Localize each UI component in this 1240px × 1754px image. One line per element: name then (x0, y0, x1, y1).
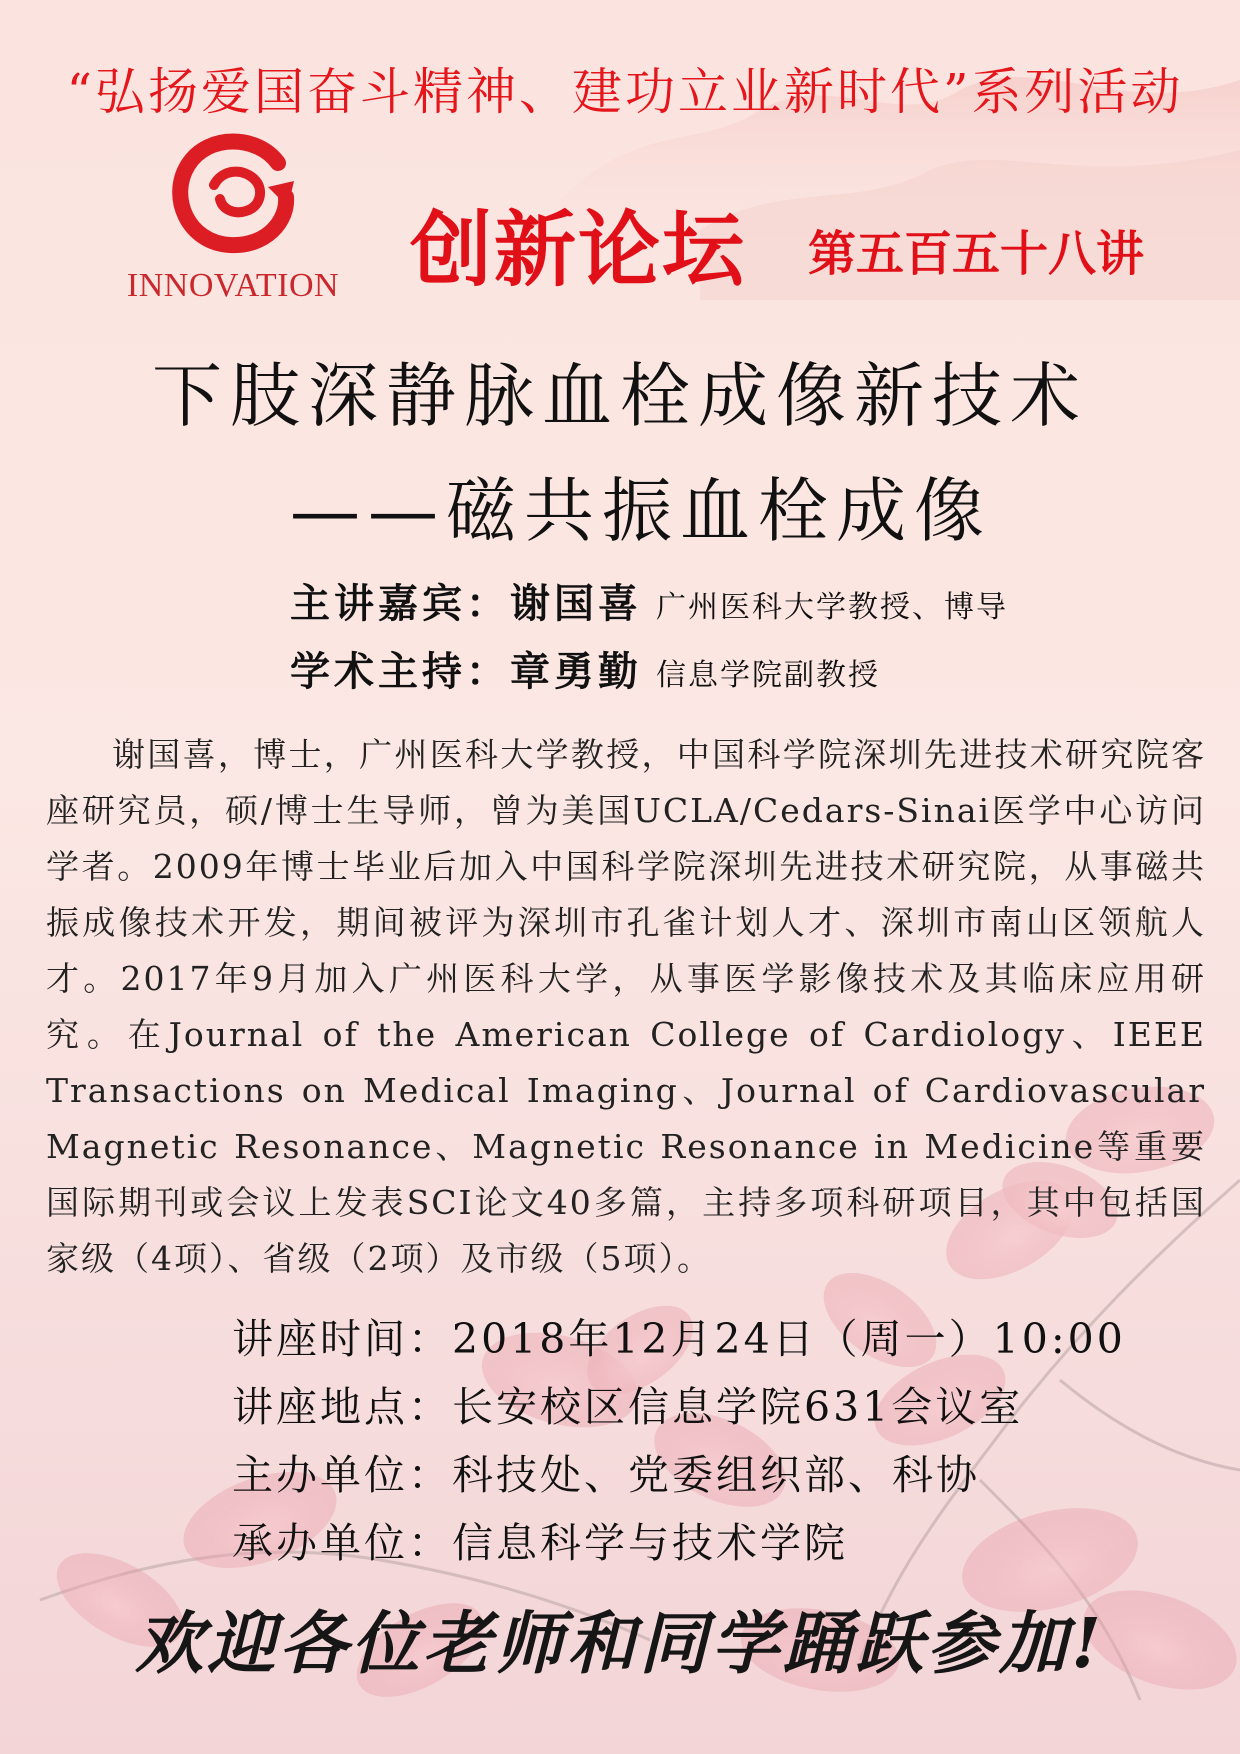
info-label: 讲座地点： (232, 1383, 452, 1431)
info-label: 主办单位： (232, 1451, 452, 1499)
info-value: 长安校区信息学院631会议室 (452, 1383, 1024, 1431)
info-value: 科技处、党委组织部、科协 (452, 1451, 980, 1499)
event-undertaker (232, 1509, 1126, 1577)
info-label: 讲座时间： (232, 1315, 452, 1363)
speaker-role: 主讲嘉宾： (290, 580, 510, 627)
speaker-name: 谢国喜 (510, 580, 642, 627)
welcome-message: 欢迎各位老师和同学踊跃参加! (135, 1604, 1105, 1684)
lecture-number: 第五百五十八讲 (808, 226, 1145, 282)
forum-name: 创新论坛 (410, 203, 747, 298)
info-label: 承办单位： (232, 1519, 452, 1567)
lecture-subtitle: ——磁共振血栓成像 (290, 470, 992, 552)
logo-text: INNOVATION (126, 267, 340, 304)
speaker-bio: 谢国喜，博士，广州医科大学教授，中国科学院深圳先进技术研究院客座研究员，硕/博士生导师，曾为美国UCLA/Cedars-Sinai医学中心访问学者。2009年博士毕业后加入中国科学院深圳先进技术研究院，从事磁共振成像技术开发，期间被评为深圳市孔雀计划人才、深圳市南山区领航人才。2017年9月加入广州医科大学，从事医学影像技术及其临床应用研究。在Journal of the American College of Cardiology、IEEE Transactions on Medical Imaging、Journal of Cardiovascular Magnetic Resonance、Magnetic Resonance in Medicine等重要国际期刊或会议上发表SCI论文40多篇，主持多项科研项目，其中包括国家级（4项）、省级（2项）及市级（5项）。 (46, 735, 1206, 1278)
event-organizer (232, 1441, 1126, 1509)
speaker-description: 广州医科大学教授、博导 (656, 590, 1008, 625)
lecture-title: 下肢深静脉血栓成像新技术 (152, 355, 1088, 437)
series-title: “弘扬爱国奋斗精神、建功立业新时代”系列活动 (66, 63, 1184, 121)
event-info (232, 1305, 1126, 1577)
host-line (290, 640, 880, 697)
event-time (232, 1305, 1126, 1373)
host-name: 章勇勤 (510, 648, 642, 695)
speaker-line (290, 572, 1008, 629)
innovation-logo (118, 125, 348, 310)
host-description: 信息学院副教授 (656, 658, 880, 693)
host-role: 学术主持： (290, 648, 510, 695)
info-value: 2018年12月24日（周一）10:00 (452, 1315, 1126, 1363)
info-value: 信息科学与技术学院 (452, 1519, 848, 1567)
event-location (232, 1373, 1126, 1441)
innovation-logo-icon (118, 125, 348, 265)
